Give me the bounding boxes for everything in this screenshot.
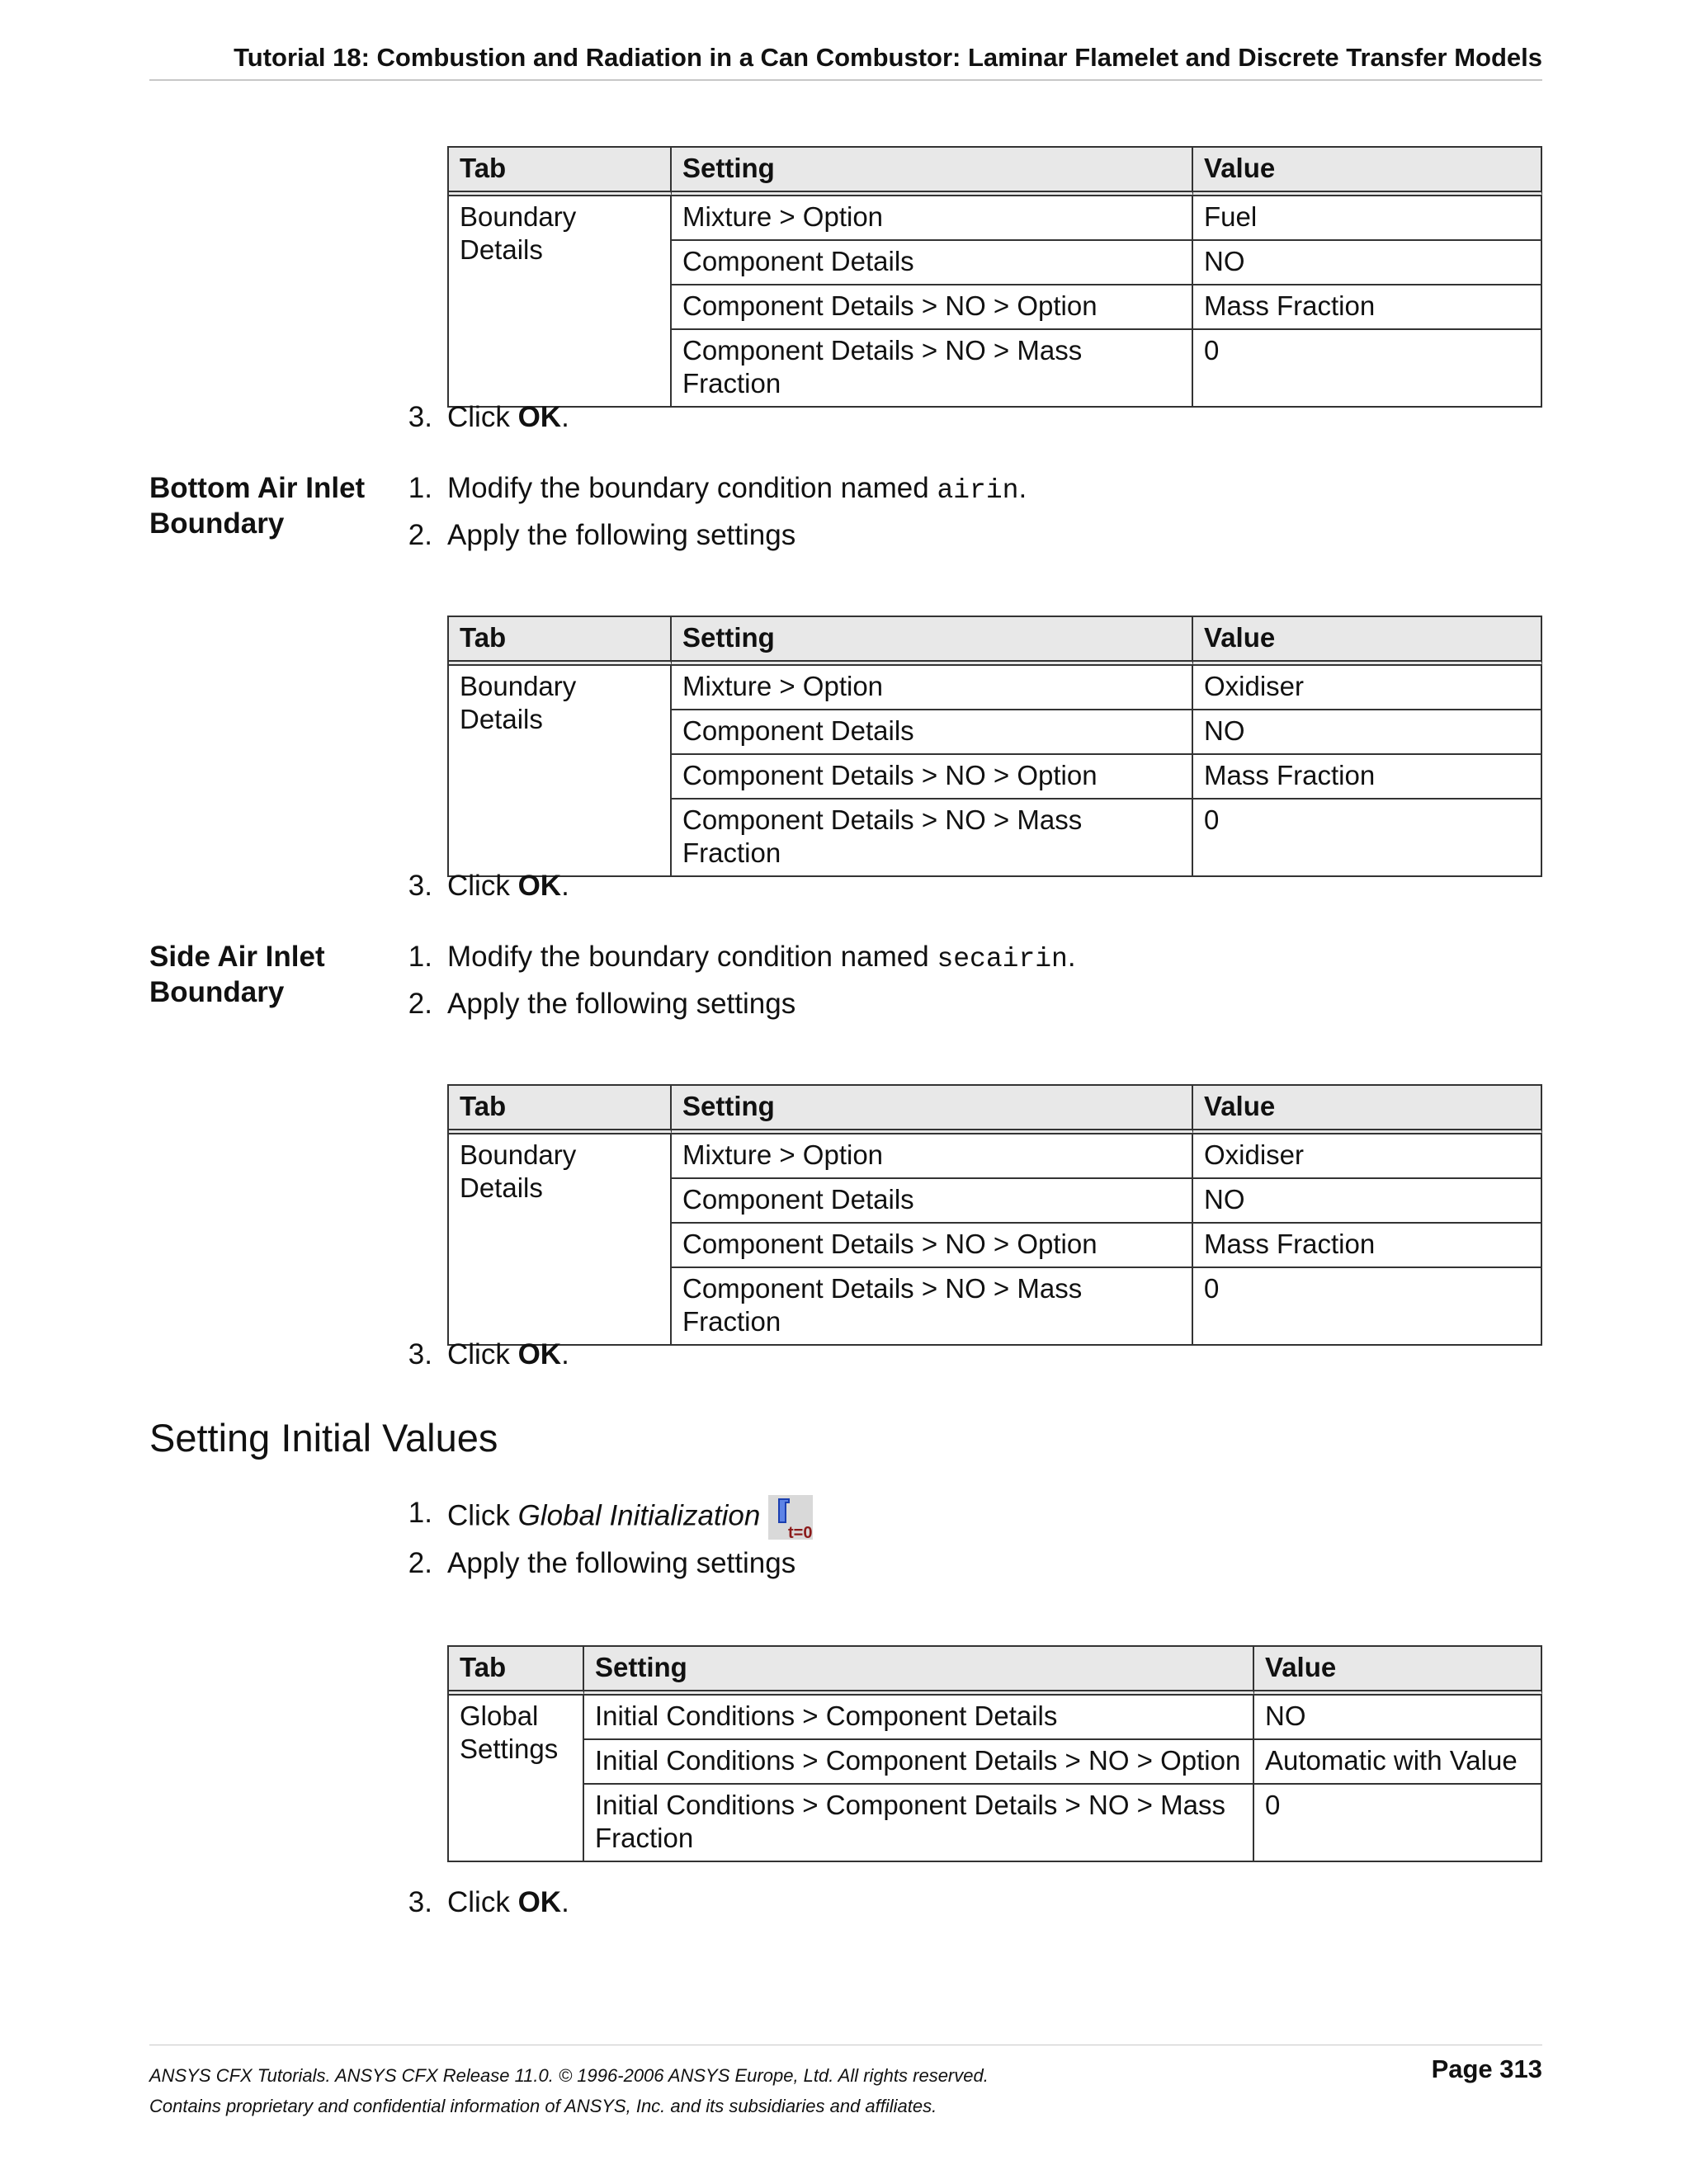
setting-cell: Component Details > NO > Mass Fraction bbox=[672, 330, 1193, 408]
value-cell: 0 bbox=[1193, 1268, 1542, 1346]
setting-cell: Initial Conditions > Component Details bbox=[584, 1696, 1254, 1740]
value-cell: Oxidiser bbox=[1193, 1134, 1542, 1179]
settings-table-side-air bbox=[447, 1084, 1542, 1346]
ok-label: OK bbox=[517, 1886, 562, 1918]
table-header-row bbox=[449, 1086, 1542, 1134]
value-cell: Mass Fraction bbox=[1193, 1224, 1542, 1268]
setting-cell: Mixture > Option bbox=[672, 1134, 1193, 1179]
boundary-name-code: secairin bbox=[937, 944, 1068, 974]
col-tab: Tab bbox=[449, 1647, 584, 1696]
col-setting: Setting bbox=[672, 617, 1193, 666]
col-value: Value bbox=[1193, 617, 1542, 666]
settings-table-bottom-air bbox=[447, 616, 1542, 877]
setting-cell: Component Details > NO > Mass Fraction bbox=[672, 800, 1193, 877]
table-row bbox=[449, 1740, 1542, 1785]
svg-text:t=0: t=0 bbox=[788, 1524, 813, 1540]
col-value: Value bbox=[1254, 1647, 1542, 1696]
table-header-row bbox=[449, 148, 1542, 196]
table-row bbox=[449, 666, 1542, 710]
value-cell: Automatic with Value bbox=[1254, 1740, 1542, 1785]
value-cell: NO bbox=[1193, 241, 1542, 285]
col-setting: Setting bbox=[672, 1086, 1193, 1134]
value-cell: 0 bbox=[1254, 1785, 1542, 1862]
setting-cell: Initial Conditions > Component Details > NO > Option bbox=[584, 1740, 1254, 1785]
ok-label: OK bbox=[517, 870, 562, 902]
col-value: Value bbox=[1193, 1086, 1542, 1134]
table-row bbox=[449, 1134, 1542, 1179]
setting-cell: Component Details bbox=[672, 241, 1193, 285]
value-cell: NO bbox=[1193, 710, 1542, 755]
table-header-row bbox=[449, 1647, 1542, 1696]
global-initialization-icon bbox=[768, 1495, 813, 1540]
section-label-side-air-inlet: Side Air Inlet Boundary bbox=[149, 941, 325, 1008]
tab-cell: Boundary Details bbox=[449, 666, 672, 877]
page-number: Page 313 bbox=[1431, 2054, 1542, 2083]
table-row bbox=[449, 196, 1542, 241]
page-header: Tutorial 18: Combustion and Radiation in a Can Combustor: Laminar Flamelet and Discrete Transfer Models bbox=[149, 43, 1542, 81]
value-cell: Fuel bbox=[1193, 196, 1542, 241]
setting-cell: Component Details > NO > Mass Fraction bbox=[672, 1268, 1193, 1346]
table-row bbox=[449, 1696, 1542, 1740]
setting-cell: Component Details > NO > Option bbox=[672, 1224, 1193, 1268]
section-heading-initial-values: Setting Initial Values bbox=[149, 1416, 498, 1460]
col-tab: Tab bbox=[449, 617, 672, 666]
section-label-bottom-air-inlet: Bottom Air Inlet Boundary bbox=[149, 472, 366, 540]
setting-cell: Component Details > NO > Option bbox=[672, 285, 1193, 330]
setting-cell: Mixture > Option bbox=[672, 196, 1193, 241]
tab-cell: Boundary Details bbox=[449, 1134, 672, 1346]
setting-cell: Component Details > NO > Option bbox=[672, 755, 1193, 800]
boundary-name-code: airin bbox=[937, 475, 1019, 506]
settings-table-global-init bbox=[447, 1645, 1542, 1862]
col-setting: Setting bbox=[584, 1647, 1254, 1696]
tab-cell: Boundary Details bbox=[449, 196, 672, 408]
col-value: Value bbox=[1193, 148, 1542, 196]
col-tab: Tab bbox=[449, 148, 672, 196]
step-number: 3. bbox=[408, 401, 432, 433]
table-header-row bbox=[449, 617, 1542, 666]
setting-cell: Initial Conditions > Component Details > NO > Mass Fraction bbox=[584, 1785, 1254, 1862]
value-cell: 0 bbox=[1193, 330, 1542, 408]
value-cell: Mass Fraction bbox=[1193, 755, 1542, 800]
col-setting: Setting bbox=[672, 148, 1193, 196]
settings-table-fuel bbox=[447, 146, 1542, 408]
setting-cell: Component Details bbox=[672, 710, 1193, 755]
value-cell: Mass Fraction bbox=[1193, 285, 1542, 330]
tab-cell: Global Settings bbox=[449, 1696, 584, 1862]
table-row bbox=[449, 1785, 1542, 1862]
value-cell: NO bbox=[1193, 1179, 1542, 1224]
setting-cell: Mixture > Option bbox=[672, 666, 1193, 710]
footer-copyright: ANSYS CFX Tutorials. ANSYS CFX Release 11.0. © 1996-2006 ANSYS Europe, Ltd. All rights reserved. Contains proprietary and confidential information of ANSYS, Inc. and its subsidiaries and affiliates. bbox=[149, 2065, 989, 2116]
value-cell: Oxidiser bbox=[1193, 666, 1542, 710]
ok-label: OK bbox=[517, 401, 562, 433]
setting-cell: Component Details bbox=[672, 1179, 1193, 1224]
ok-label: OK bbox=[517, 1338, 562, 1370]
col-tab: Tab bbox=[449, 1086, 672, 1134]
value-cell: NO bbox=[1254, 1696, 1542, 1740]
value-cell: 0 bbox=[1193, 800, 1542, 877]
global-initialization-label: Global Initialization bbox=[517, 1499, 761, 1532]
